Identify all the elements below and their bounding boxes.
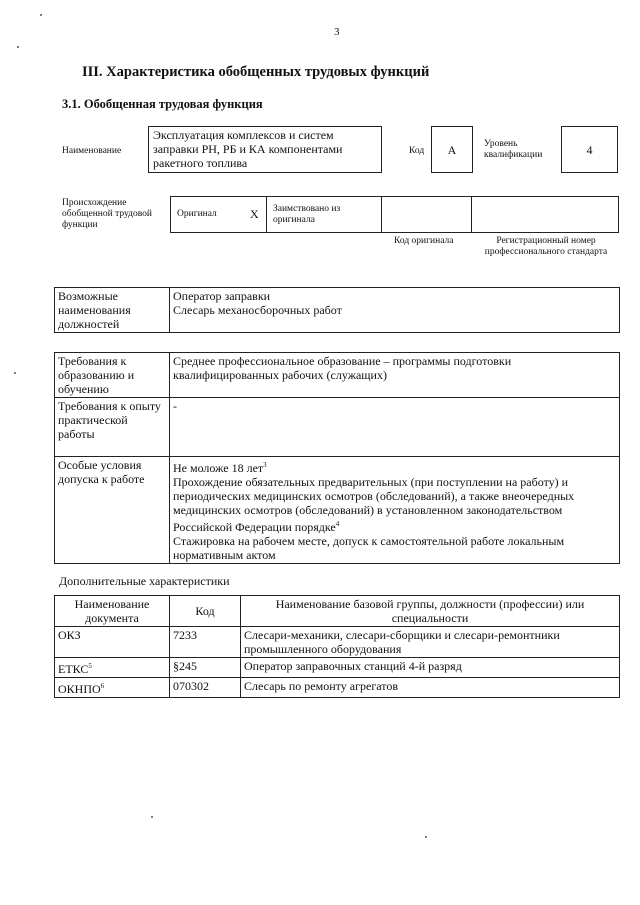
special-conditions-label: Особые условия допуска к работе (55, 457, 170, 564)
additional-table (54, 595, 620, 698)
row-name: Оператор заправочных станций 4-й разряд (241, 658, 620, 678)
original-label: Оригинал (177, 209, 217, 219)
positions-label: Возможные наименования должностей (55, 288, 170, 333)
reg-number-box (471, 196, 619, 233)
additional-title: Дополнительные характеристики (59, 574, 230, 588)
page-number: 3 (334, 26, 340, 38)
row-name: Слесарь по ремонту агрегатов (241, 678, 620, 698)
row-code: 7233 (170, 627, 241, 658)
condition-age: Не моложе 18 лет$^3$ (173, 461, 267, 475)
name-label: Наименование (62, 146, 122, 156)
reg-number-caption: Регистрационный номер профессионального стандарта (484, 236, 608, 257)
position-item: Оператор заправки (173, 289, 271, 303)
level-value: 4 (561, 126, 618, 173)
condition-internship: Стажировка на рабочем месте, допуск к самостоятельной работе локальным нормативным актом (173, 534, 565, 562)
name-value: Эксплуатация комплексов и систем заправки РН, РБ и КА компонентами ракетного топлива (148, 126, 382, 173)
condition-medical: Прохождение обязательных предварительных (при поступлении на работу) и периодических медицинских осмотров (обследований), а также внеочередных медицинских осмотров (обследований) в установленном законодательством Российской Федерации порядке$^4$ (173, 475, 575, 534)
borrowed-label: Заимствовано из оригинала (273, 204, 341, 225)
scan-speck (151, 816, 153, 818)
section-title: III. Характеристика обобщенных трудовых функций (82, 64, 430, 80)
code-original-box (381, 196, 472, 233)
positions-values (170, 288, 620, 333)
header-code: Код (170, 596, 241, 627)
scan-speck (40, 14, 42, 16)
education-value: Среднее профессиональное образование – программы подготовки квалифицированных рабочих (служащих) (170, 353, 620, 398)
original-box (170, 196, 267, 233)
level-label: Уровень квалификации (484, 139, 543, 160)
header-name: Наименование базовой группы, должности (профессии) или специальности (241, 596, 620, 627)
row-doc: ОКЗ (55, 627, 170, 658)
experience-value: - (170, 398, 620, 457)
row-doc: ОКНПО$^6$ (55, 678, 170, 698)
education-label: Требования к образованию и обучению (55, 353, 170, 398)
borrowed-box (266, 196, 382, 233)
origin-label: Происхождение обобщенной трудовой функции (62, 198, 152, 230)
header-document: Наименование документа (55, 596, 170, 627)
scan-speck (17, 46, 19, 48)
position-item: Слесарь механосборочных работ (173, 303, 342, 317)
code-value: A (431, 126, 473, 173)
row-code: 070302 (170, 678, 241, 698)
row-code: §245 (170, 658, 241, 678)
special-conditions-value (170, 457, 620, 564)
table-row (55, 627, 620, 658)
row-doc: ЕТКС$^5$ (55, 658, 170, 678)
requirements-table (54, 352, 620, 564)
code-original-caption: Код оригинала (394, 236, 454, 246)
positions-table (54, 287, 620, 333)
row-name: Слесари-механики, слесари-сборщики и слесари-ремонтники промышленного оборудования (241, 627, 620, 658)
experience-label: Требования к опыту практической работы (55, 398, 170, 457)
table-row (55, 678, 620, 698)
code-label: Код (409, 146, 425, 156)
subsection-title: 3.1. Обобщенная трудовая функция (62, 97, 263, 111)
scan-speck (14, 372, 16, 374)
original-mark: X (250, 207, 259, 221)
table-row (55, 658, 620, 678)
scan-speck (425, 836, 427, 838)
